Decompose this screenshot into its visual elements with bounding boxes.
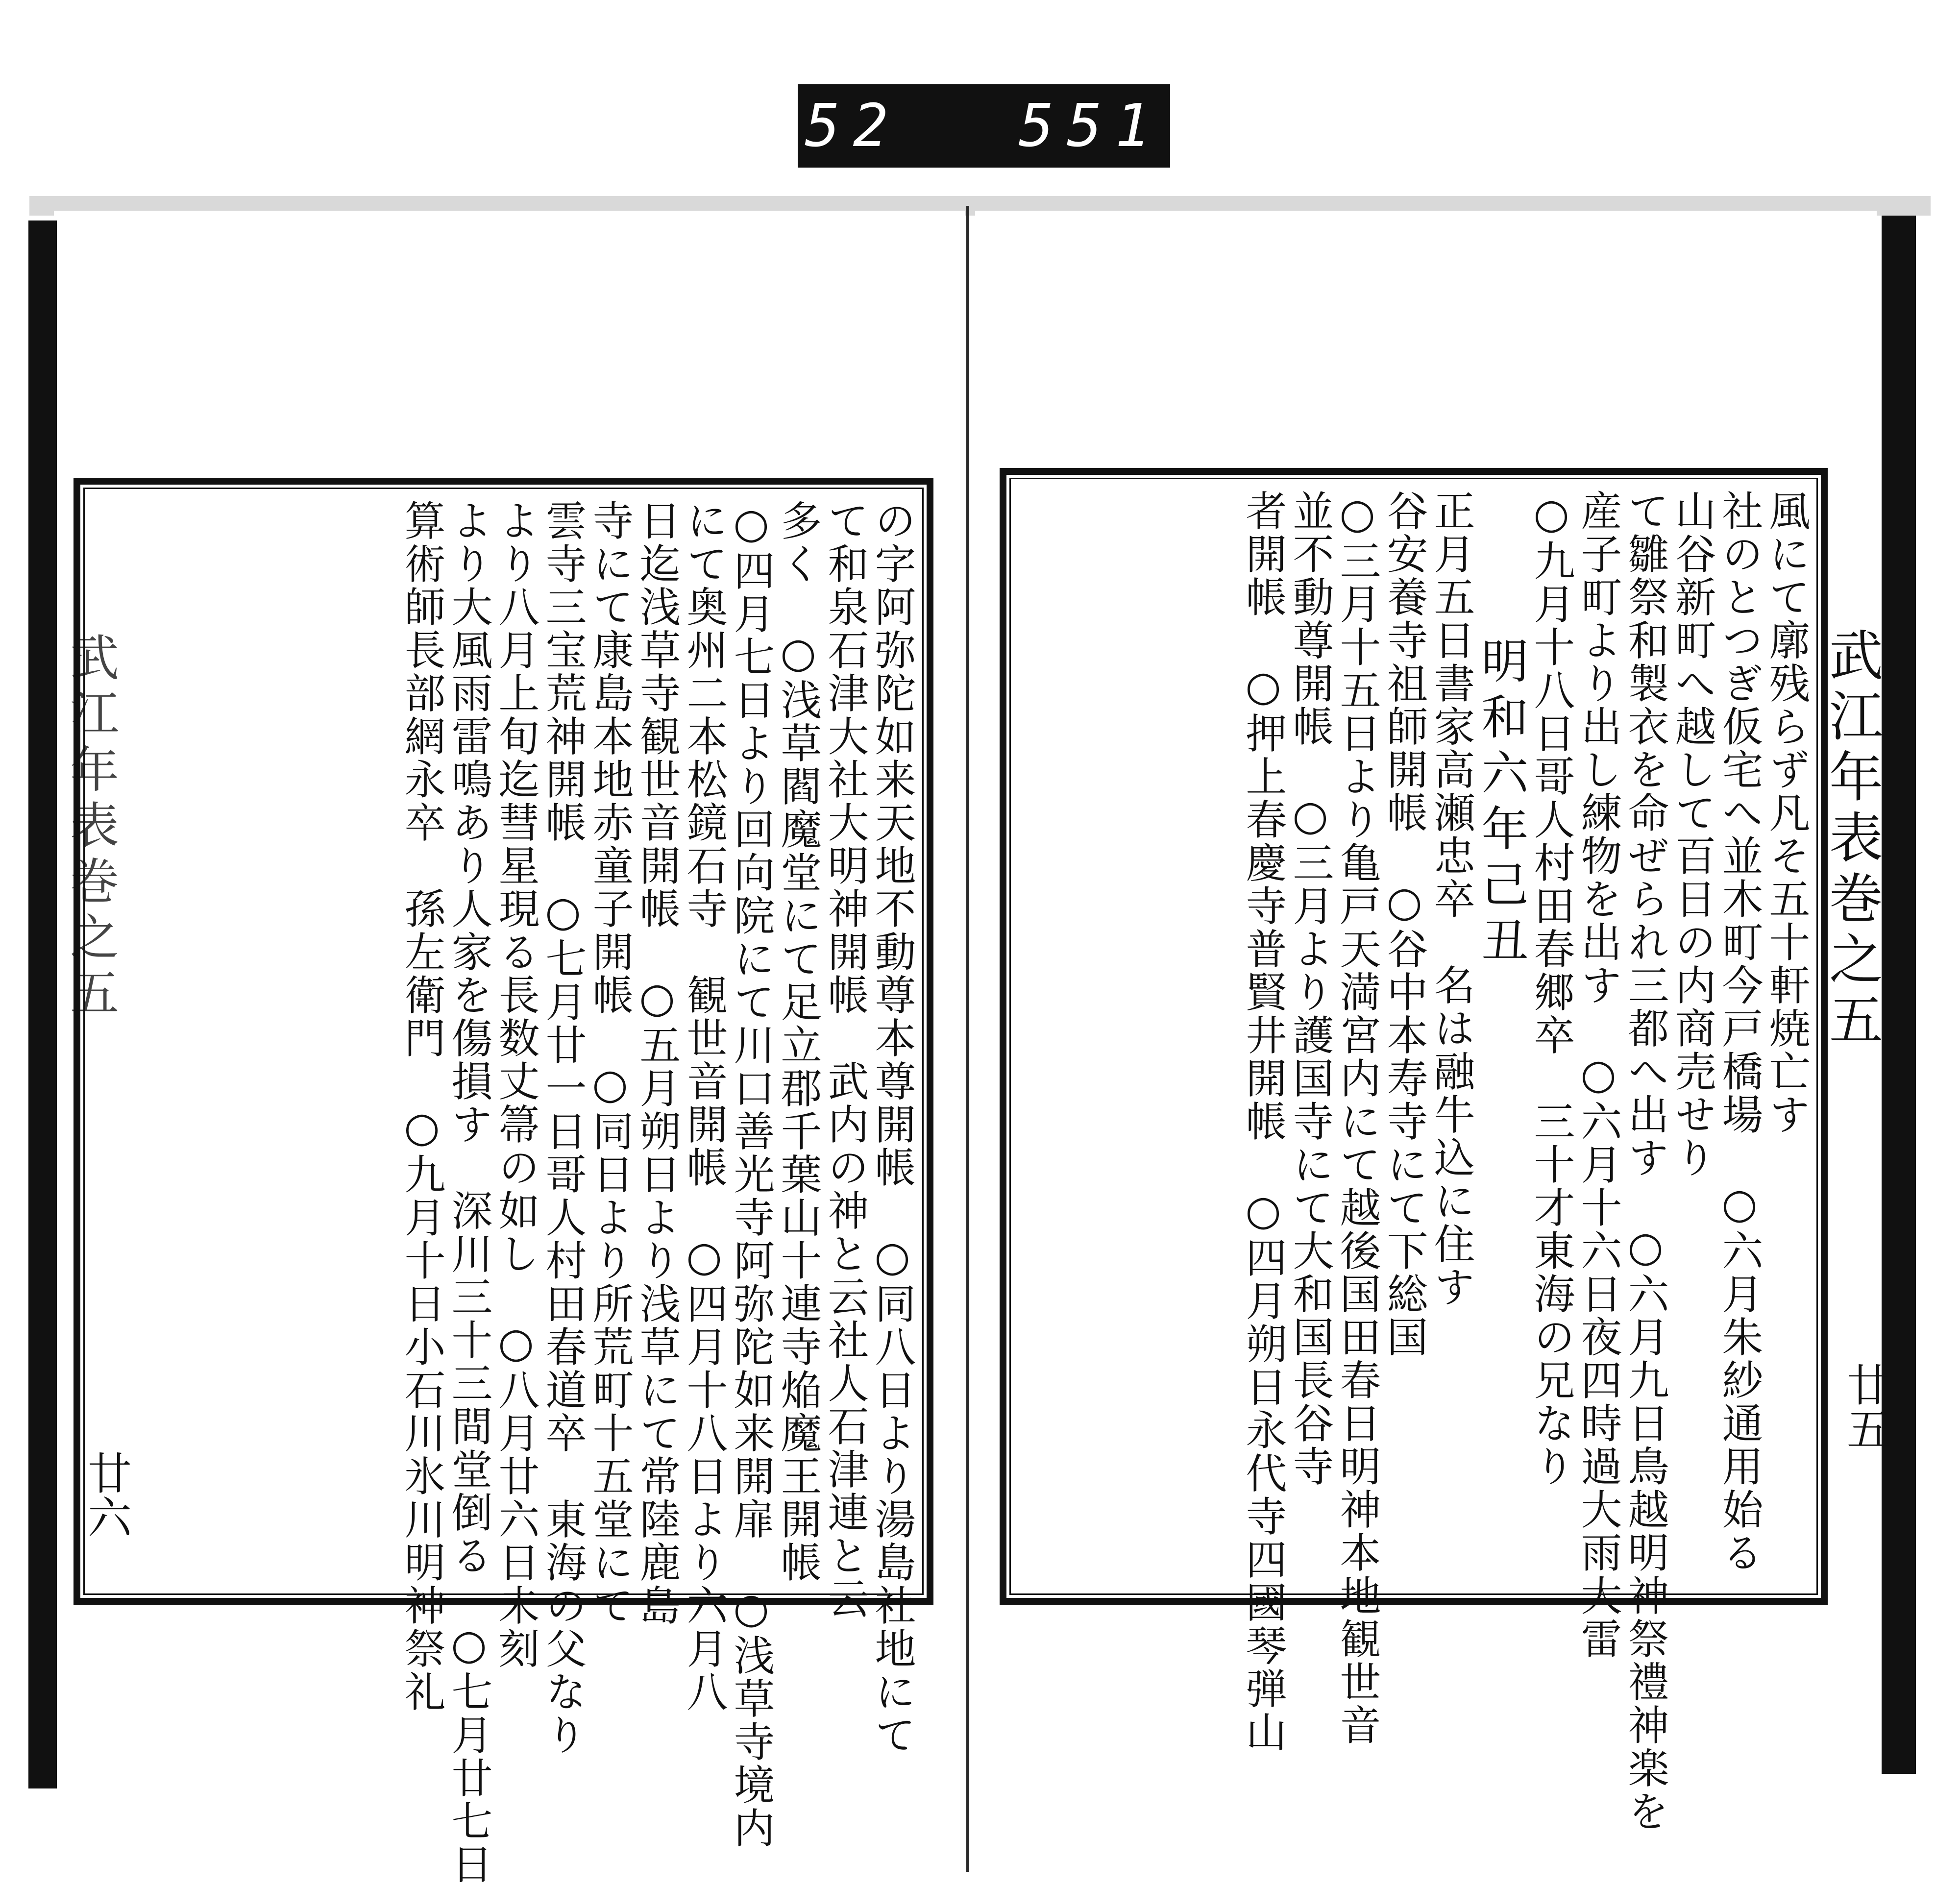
text-column: より大風雨雷鳴あり人家を傷損す 深川三十三間堂倒る ○七月廿七日 xyxy=(445,499,493,1886)
text-column: 日迄浅草寺観世音開帳 ○五月朔日より浅草にて常陸鹿島 xyxy=(633,499,681,1627)
right-page-columns xyxy=(1020,490,1811,1833)
text-column: 正月五日書家高瀬忠卒 名は融牛込に住す xyxy=(1427,490,1475,1309)
text-column: 者開帳 ○押上春慶寺普賢井開帳 ○四月朔日永代寺四國琴弾山 xyxy=(1239,490,1287,1754)
left-book-edge xyxy=(28,220,57,1788)
text-column: 雲寺三宝荒神開帳 ○七月廿一日哥人村田春道卒 東海の父なり xyxy=(539,499,587,1757)
text-column: ○九月十八日哥人村田春郷卒 三十才東海の兄なり xyxy=(1527,490,1575,1488)
folio-right: 廿五 xyxy=(1839,1362,1890,1450)
text-column: の字阿弥陀如来天地不動尊本尊開帳 ○同八日より湯島社地にて xyxy=(868,499,916,1757)
text-column: 並不動尊開帳 ○三月より護国寺にて大和国長谷寺 xyxy=(1286,490,1334,1488)
text-column: ○四月七日より回向院にて川口善光寺阿弥陀如来開扉 ○浅草寺境内 xyxy=(727,499,775,1850)
text-column: ○三月十五日より亀戸天満宮内にて越後国田春日明神本地観世音 xyxy=(1333,490,1381,1747)
year-heading: 明和六年己丑 xyxy=(1474,637,1529,972)
text-column: て雛祭和製衣を命ぜられ三都へ出す ○六月九日鳥越明神祭禮神楽を xyxy=(1621,490,1669,1833)
text-column: 谷安養寺祖師開帳 ○谷中本寿寺にて下総国 xyxy=(1380,490,1428,1359)
text-column: 風にて廓残らず凡そ五十軒焼亡す xyxy=(1763,490,1811,1136)
text-column: にて奥州二本松鏡石寺 観世音開帳 ○四月十八日より六月八 xyxy=(680,499,728,1714)
text-column: 寺にて康島本地赤童子開帳 ○同日より所荒町十五堂にて xyxy=(586,499,634,1627)
sheet-number-right: 551. xyxy=(1018,92,1211,160)
gutter-divider xyxy=(966,206,969,1872)
text-column: より八月上旬迄彗星現る長数丈箒の如し ○八月廿六日未刻 xyxy=(492,499,540,1670)
text-column: 算術師長部網永卒 孫左衛門 ○九月十日小石川氷川明神祭礼 xyxy=(398,499,446,1714)
text-column: て和泉石津大社大明神開帳 武内の神と云社人石津連と云 xyxy=(821,499,869,1620)
left-page-columns xyxy=(94,499,916,1886)
folio-left: 廿六 xyxy=(80,1450,131,1539)
text-column: 多く ○浅草閻魔堂にて足立郡千葉山十連寺焔魔王開帳 xyxy=(774,499,822,1584)
sheet-number-left: 752 xyxy=(757,92,901,160)
text-column: 山谷新町へ越して百日の内商売せり xyxy=(1668,490,1716,1179)
left-page-frame xyxy=(74,478,933,1886)
running-title: 武江年表巻之五 xyxy=(1820,627,1883,1053)
right-page-frame xyxy=(1000,468,1828,1833)
left-margin-title: 武江年表巻之五 xyxy=(62,632,119,1023)
archive-sheet-label xyxy=(757,84,1211,168)
text-column: 産子町より出し練物を出す ○六月十六日夜四時過大雨大雷 xyxy=(1574,490,1622,1661)
text-column: 社のとつぎ仮宅へ並木町今戸橋場 ○六月朱紗通用始る xyxy=(1715,490,1764,1574)
